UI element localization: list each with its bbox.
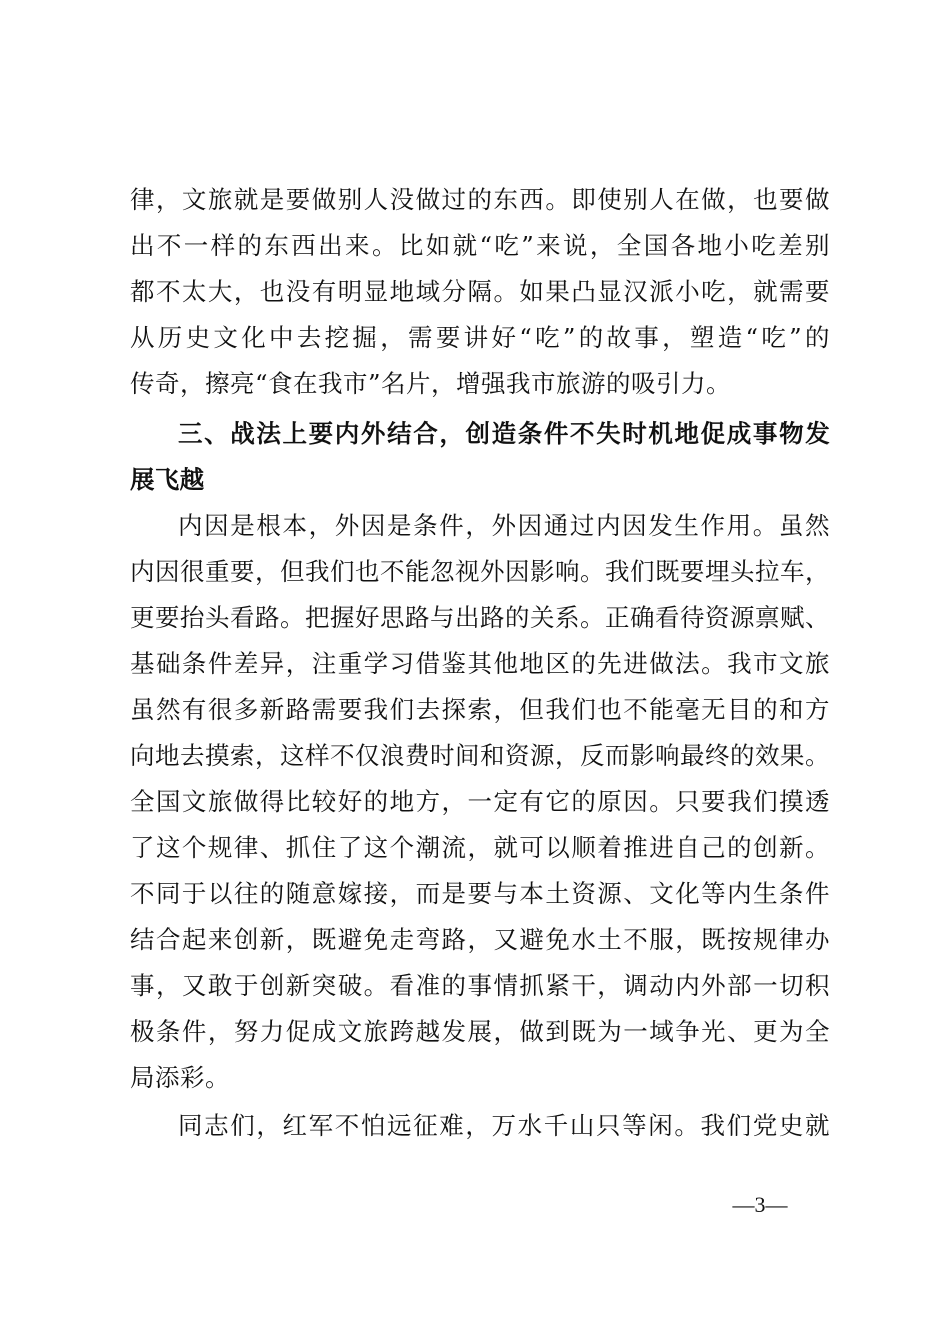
text-line: 同志们，红军不怕远征难，万水千山只等闲。我们党史就 <box>178 1111 830 1140</box>
text-line: 从历史文化中去挖掘，需要讲好“吃”的故事，塑造“吃”的 <box>130 323 830 352</box>
text-line: 局添彩。 <box>130 1063 230 1092</box>
heading-line: 三、战法上要内外结合，创造条件不失时机地促成事物发 <box>178 419 830 448</box>
text-line: 不同于以往的随意嫁接，而是要与本土资源、文化等内生条件 <box>130 879 830 908</box>
text-line: 律，文旅就是要做别人没做过的东西。即使别人在做，也要做 <box>130 185 830 214</box>
text-line: 更要抬头看路。把握好思路与出路的关系。正确看待资源禀赋、 <box>130 603 830 632</box>
text-line: 都不太大，也没有明显地域分隔。如果凸显汉派小吃，就需要 <box>130 277 830 306</box>
text-line: 内因是根本，外因是条件，外因通过内因发生作用。虽然 <box>178 511 830 540</box>
text-line: 结合起来创新，既避免走弯路，又避免水土不服，既按规律办 <box>130 925 830 954</box>
text-line: 内因很重要，但我们也不能忽视外因影响。我们既要埋头拉车， <box>130 557 830 586</box>
heading-line: 展飞越 <box>130 465 205 494</box>
text-line: 传奇，擦亮“食在我市”名片，增强我市旅游的吸引力。 <box>130 369 732 398</box>
text-line: 全国文旅做得比较好的地方，一定有它的原因。只要我们摸透 <box>130 787 830 816</box>
page-number: —3— <box>732 1192 788 1217</box>
text-line: 虽然有很多新路需要我们去探索，但我们也不能毫无目的和方 <box>130 695 830 724</box>
text-line: 向地去摸索，这样不仅浪费时间和资源，反而影响最终的效果。 <box>130 741 830 770</box>
text-line: 事，又敢于创新突破。看准的事情抓紧干，调动内外部一切积 <box>130 971 830 1000</box>
text-line: 了这个规律、抓住了这个潮流，就可以顺着推进自己的创新。 <box>130 833 830 862</box>
text-line: 基础条件差异，注重学习借鉴其他地区的先进做法。我市文旅 <box>130 649 830 678</box>
text-line: 出不一样的东西出来。比如就“吃”来说，全国各地小吃差别 <box>130 231 830 260</box>
text-line: 极条件，努力促成文旅跨越发展，做到既为一域争光、更为全 <box>130 1017 830 1046</box>
